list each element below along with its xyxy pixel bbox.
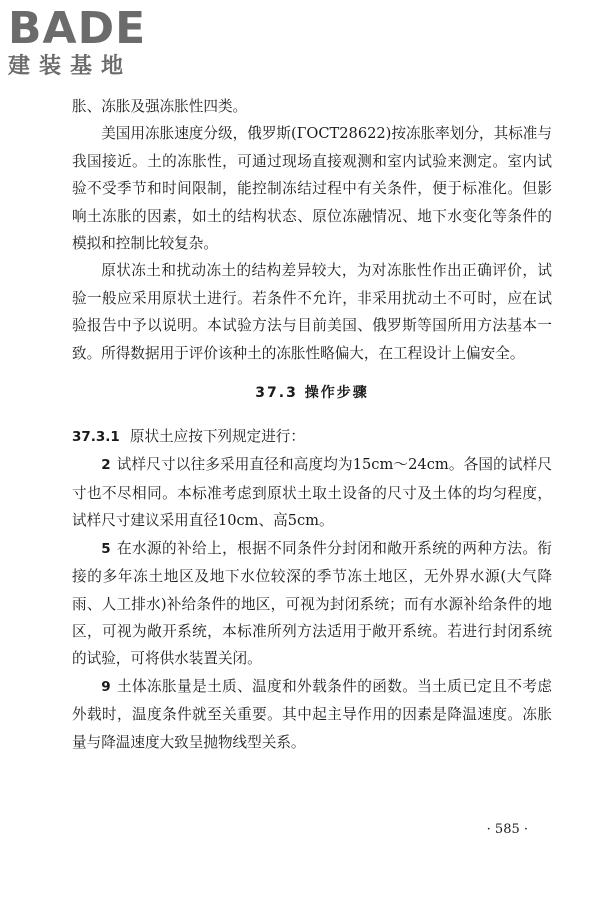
paragraph-frost-heave-classification: 美国用冻胀速度分级，俄罗斯(ГОСТ28622)按冻胀率划分，其标准与我国接近。土的冻胀性，可通过现场直接观测和室内试验来测定。室内试验不受季节和时间限制，能控制冻结过程中有关条件，便于标准化。但影响土冻胀的因素，如土的结构状态、原位冻融情况、地下水变化等条件的模拟和控制比较复杂。 (72, 125, 552, 253)
item-2 (72, 451, 552, 534)
item-number: 2 (101, 457, 111, 474)
item-text: 在水源的补给上，根据不同条件分封闭和敞开系统的两种方法。衔接的多年冻土地区及地下水位较深的季节冻土地区，无外界水源(大气降雨、人工排水)补给条件的地区，可视为封闭系统；而有水源补给条件的地区，可视为敞开系统，本标准所列方法适用于敞开系统。若进行封闭系统的试验，可将供水装置关闭。 (72, 539, 552, 668)
document-body (72, 93, 552, 756)
item-text: 土体冻胀量是土质、温度和外载条件的函数。当土质已定且不考虑外载时，温度条件就至关重要。其中起主导作用的因素是降温速度。冻胀量与降温速度大致呈抛物线型关系。 (72, 677, 552, 751)
item-text: 试样尺寸以往多采用直径和高度均为15cm～24cm。各国的试样尺寸也不尽相同。本标准考虑到原状土取土设备的尺寸及土体的均匀程度，试样尺寸建议采用直径10cm、高5cm。 (72, 456, 552, 530)
site-logo (8, 3, 178, 80)
clause-37-3-1 (72, 423, 552, 451)
page-number: · 585 · (486, 822, 528, 837)
item-number: 9 (101, 678, 111, 695)
logo-subtitle: 建装基地 (8, 54, 133, 79)
item-number: 5 (101, 540, 111, 557)
logo-text: BADE (8, 3, 147, 54)
paragraph-undisturbed-soil: 原状冻土和扰动冻土的结构差异较大，为对冻胀性作出正确评价，试验一般应采用原状土进行。若条件不允许，非采用扰动土不可时，应在试验报告中予以说明。本试验方法与目前美国、俄罗斯等国所用方法基本一致。所得数据用于评价该种土的冻胀性略偏大，在工程设计上偏安全。 (72, 262, 552, 362)
clause-text: 原状土应按下列规定进行： (129, 428, 305, 446)
item-9 (72, 673, 552, 756)
clause-number: 37.3.1 (72, 429, 120, 446)
paragraph-continuation: 胀、冻胀及强冻胀性四类。 (72, 98, 248, 115)
section-title: 37.3 操作步骤 (255, 385, 369, 402)
item-5 (72, 535, 552, 673)
